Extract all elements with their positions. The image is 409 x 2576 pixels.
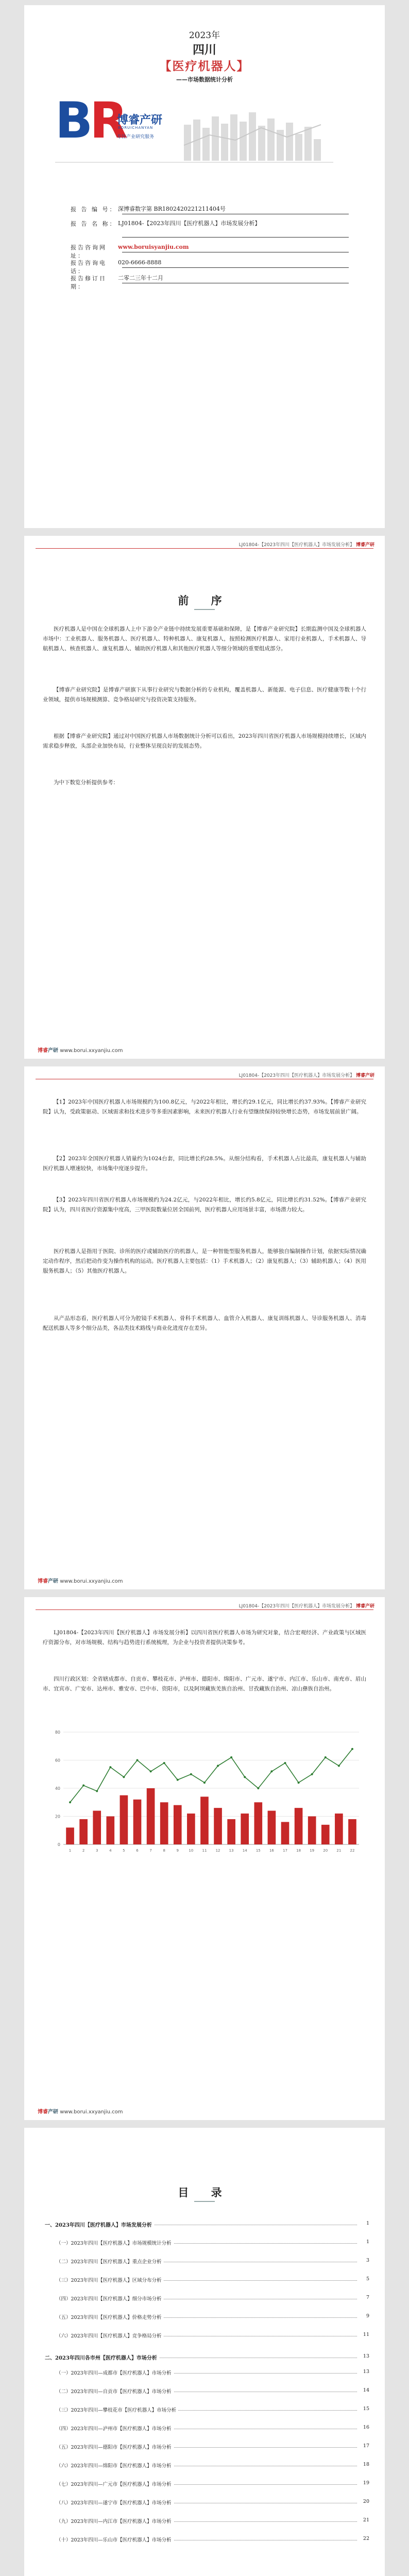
info-label: 报告咨询电话：	[71, 260, 107, 275]
page-footer	[38, 1577, 123, 1584]
toc-entry-page: 20	[363, 2499, 369, 2504]
footer-prefix: 博睿	[38, 1048, 48, 1054]
footer-brand: 产研	[48, 1048, 58, 1054]
toc-entry[interactable]	[45, 2443, 369, 2450]
chart-x-tick-label: 15	[255, 1849, 261, 1853]
chart-line-point	[69, 1801, 71, 1803]
preface-page	[24, 536, 385, 1059]
chart-line-point	[163, 1762, 165, 1764]
chart-line-point	[217, 1765, 219, 1767]
chart-x-tick-label: 5	[123, 1849, 125, 1853]
chart-x-tick-label: 18	[296, 1849, 301, 1853]
chart-x-tick-label: 8	[163, 1849, 165, 1853]
chart-line-point	[244, 1776, 246, 1778]
chart-x-tick-label: 4	[109, 1849, 112, 1853]
chart-bar	[295, 1808, 303, 1844]
toc-entry[interactable]	[45, 2295, 369, 2302]
analysis-paragraph: 【3】2023年四川省医疗机器人市场规模约为24.2亿元，与2022年相比，增长约5.8亿元，同比增长约31.52%。【博睿产业研究院】认为，四川省医疗资源集中度高，三甲医院数量位居全国前列，医疗机器人应用场景丰富，市场潜力较大。	[43, 1197, 366, 1213]
toc-entry[interactable]	[45, 2387, 369, 2395]
footer-prefix: 博睿	[38, 1579, 48, 1584]
footer-url[interactable]: www.borui.xxyanjiu.com	[60, 1579, 123, 1584]
info-label: 报告咨询网址：	[71, 244, 107, 259]
footer-brand: 产研	[48, 1579, 58, 1584]
chart-line-point	[190, 1773, 192, 1775]
chart-bar	[133, 1800, 142, 1844]
chart-line-point	[298, 1782, 300, 1784]
chart-line-point	[325, 1756, 327, 1758]
chart-line-point	[123, 1776, 125, 1778]
toc-entry[interactable]	[45, 2517, 369, 2524]
chart-line-point	[96, 1790, 98, 1792]
region-page	[24, 1597, 385, 2120]
toc-entry-page: 21	[363, 2517, 369, 2523]
chart-x-tick-label: 1	[69, 1849, 72, 1853]
page-header	[239, 1602, 374, 1609]
analysis-paragraph: 从产品形态看，医疗机器人可分为腔镜手术机器人、骨科手术机器人、血管介入机器人、康复训练机器人、导诊服务机器人、消毒配送机器人等多个细分品类，各品类技术路线与商业化进度存在差异。	[43, 1315, 366, 1331]
toc-entry-title: （三）2023年四川—攀枝花市【医疗机器人】市场分析	[56, 2406, 178, 2413]
info-value: 深博睿数字第 BR1802420221211404号	[118, 206, 226, 212]
toc-entry-page: 1	[366, 2239, 369, 2245]
chart-x-tick-label: 11	[202, 1849, 207, 1853]
toc-entry-page: 15	[363, 2406, 369, 2412]
analysis-paragraph: 【1】2023年中国医疗机器人市场规模约为100.8亿元，与2022年相比，增长约29.1亿元，同比增长约37.93%。【博睿产业研究院】认为，受政策驱动、区域需求和技术进步等多重因素影响，未来医疗机器人行业有望继续保持较快增长态势，市场发展前景广阔。	[43, 1099, 366, 1115]
toc-entry[interactable]	[45, 2239, 369, 2246]
info-row-name	[71, 219, 334, 228]
chart-bar	[200, 1797, 209, 1844]
chart-x-tick-label: 6	[136, 1849, 139, 1853]
header-code: LJ01804-【2023年四川【医疗机器人】市场发展分析】	[238, 543, 355, 548]
header-code: LJ01804-【2023年四川【医疗机器人】市场发展分析】	[238, 1073, 355, 1078]
toc-entry[interactable]	[45, 2332, 369, 2339]
toc-entry-page: 13	[363, 2369, 369, 2375]
toc-entry[interactable]	[45, 2276, 369, 2283]
chart-bar	[66, 1827, 74, 1844]
footer-prefix: 博睿	[38, 2109, 48, 2115]
chart-x-tick-label: 16	[269, 1849, 274, 1853]
info-value: LJ01804-【2023年四川【医疗机器人】市场发展分析】	[118, 220, 261, 227]
chart-bar	[321, 1825, 330, 1844]
info-label: 报 告 编 号：	[71, 206, 117, 213]
toc-entry-title: （二）2023年四川【医疗机器人】重点企业分析	[56, 2258, 164, 2265]
preface-paragraph: 根据【博睿产业研究院】通过对中国医疗机器人市场数据统计分析可以看出，2023年四川省医疗机器人市场规模持续增长，区域内需求稳步释放，头部企业加快布局，行业整体呈现良好的发展态势。	[43, 733, 366, 749]
cover-title: 【医疗机器人】	[159, 59, 250, 73]
heading-underline	[194, 2201, 215, 2202]
toc-entry-title: （一）2023年四川—成都市【医疗机器人】市场分析	[56, 2369, 174, 2376]
logo-letter-r: R	[90, 92, 125, 149]
market-chart	[45, 1726, 364, 1860]
chart-bar	[241, 1814, 249, 1844]
toc-entry-title: （五）2023年四川【医疗机器人】价格走势分析	[56, 2313, 164, 2320]
preface-paragraph: 医疗机器人是中国在全球机器人上中下游全产业链中持续发展重要基础和保障，是【博睿产业研究院】长期监测中国及全球机器人市场中：工业机器人、服务机器人、医疗机器人、特种机器人、康复机器人，按照检测医疗机器人、家用行业机器人，手术机器人、导航机器人、核查机器人、康复机器人、辅助医疗机器人和其他医疗机器人等细分领域的重要组成部分。	[43, 626, 366, 652]
chart-bar	[348, 1819, 356, 1844]
cover-page	[24, 5, 385, 528]
footer-url[interactable]: www.borui.xxyanjiu.com	[60, 2109, 123, 2115]
toc-entry-page: 17	[363, 2443, 369, 2449]
cover-province: 四川	[193, 43, 216, 57]
chart-bar	[174, 1805, 182, 1844]
brand-logo	[55, 94, 333, 171]
chart-line-point	[338, 1765, 340, 1767]
chart-line-point	[311, 1773, 313, 1775]
analysis-paragraph: 【2】2023年全国医疗机器人销量约为1024台套，同比增长约28.5%。从细分结构看，手术机器人占比最高，康复机器人与辅助医疗机器人增速较快，市场集中度逐步提升。	[43, 1156, 366, 1172]
preface-paragraph: 【博睿产业研究院】是博睿产研旗下从事行业研究与数据分析的专业机构，覆盖机器人、新能源、电子信息、医疗健康等数十个行业领域，提供市场规模测算、竞争格局研究与投资决策支持服务。	[43, 687, 366, 703]
chart-bar	[268, 1811, 276, 1844]
toc-entry-title: 一、2023年四川【医疗机器人】市场发展分析	[45, 2221, 154, 2228]
chart-line	[70, 1749, 352, 1803]
chart-x-tick-label: 13	[229, 1849, 234, 1853]
region-paragraph: 四川行政区划：全省辖成都市、自贡市、攀枝花市、泸州市、德阳市、绵阳市、广元市、遂宁市、内江市、乐山市、南充市、眉山市、宜宾市、广安市、达州市、雅安市、巴中市、资阳市，以及阿坝藏族羌族自治州、甘孜藏族自治州、凉山彝族自治州。	[43, 1676, 366, 1692]
cover-year: 2023年	[189, 30, 220, 41]
toc-entry-page: 14	[363, 2387, 369, 2393]
chart-line-point	[230, 1756, 232, 1758]
info-row-date	[71, 274, 334, 291]
toc-entry-page: 18	[363, 2462, 369, 2467]
preface-heading: 前 序	[178, 594, 231, 607]
cover-subtitle: ——市场数据统计分析	[176, 76, 233, 83]
chart-line-point	[177, 1779, 179, 1781]
footer-url[interactable]: www.borui.xxyanjiu.com	[60, 1048, 123, 1054]
page-header	[239, 1072, 374, 1078]
toc-entry-title: （七）2023年四川—广元市【医疗机器人】市场分析	[56, 2480, 174, 2487]
header-brand: 博睿产研	[355, 1604, 374, 1609]
toc-entry-page: 1	[366, 2221, 369, 2226]
chart-bar	[214, 1808, 222, 1844]
info-row-url	[71, 243, 334, 260]
heading-underline	[194, 609, 215, 610]
logo-name-en: BORUICHANYAN	[118, 126, 154, 130]
divider	[122, 237, 349, 238]
logo-letter-b: B	[55, 92, 90, 149]
toc-entry[interactable]	[45, 2353, 369, 2361]
header-brand: 博睿产研	[355, 1073, 374, 1078]
toc-entry-title: （八）2023年四川—遂宁市【医疗机器人】市场分析	[56, 2499, 174, 2506]
page-footer	[38, 1046, 123, 1054]
toc-entry[interactable]	[45, 2258, 369, 2265]
chart-x-tick-label: 3	[95, 1849, 98, 1853]
chart-y-tick-label: 0	[57, 1842, 60, 1847]
chart-x-tick-label: 22	[350, 1849, 355, 1853]
chart-x-tick-label: 9	[176, 1849, 179, 1853]
toc-entry-title: （一）2023年四川【医疗机器人】市场规模统计分析	[56, 2239, 174, 2246]
divider	[122, 267, 349, 268]
info-label: 报 告 名 称：	[71, 221, 117, 227]
toc-entry-page: 22	[363, 2536, 369, 2541]
toc-entry-title: （十）2023年四川—乐山市【医疗机器人】市场分析	[56, 2536, 174, 2543]
chart-bar	[335, 1814, 343, 1844]
toc-entry-title: 二、2023年四川各市州【医疗机器人】市场分析	[45, 2353, 159, 2361]
chart-line-point	[203, 1782, 206, 1784]
chart-bar	[187, 1814, 195, 1844]
toc-entry-title: （四）2023年四川【医疗机器人】细分市场分析	[56, 2295, 164, 2302]
header-brand: 博睿产研	[355, 543, 374, 548]
analysis-paragraph: 医疗机器人是指用于医院、诊所的医疗或辅助医疗的机器人，是一种智能型服务机器人，能够独自编制操作计划，依据实际情况确定动作程序，然后把动作变为操作机构的运动。医疗机器人主要包括：（1）手术机器人；（2）康复机器人；（3）辅助机器人；（4）医用服务机器人；（5）其他医疗机器人。	[43, 1248, 366, 1274]
chart-bar	[308, 1817, 316, 1845]
toc-entry-page: 16	[363, 2425, 369, 2430]
chart-line-point	[351, 1748, 353, 1750]
page-header	[239, 541, 374, 548]
toc-entry[interactable]	[45, 2480, 369, 2487]
analysis-page	[24, 1066, 385, 1589]
chart-y-tick-label: 60	[55, 1758, 60, 1763]
chart-x-tick-label: 14	[242, 1849, 247, 1853]
info-row-code	[71, 205, 334, 213]
logo-mark	[55, 94, 125, 147]
toc-entry[interactable]	[45, 2221, 369, 2228]
toc-entry-page: 7	[366, 2295, 369, 2300]
toc-entry-page: 11	[363, 2332, 369, 2337]
chart-y-tick-label: 80	[55, 1730, 60, 1735]
toc-entry-title: （四）2023年四川—泸州市【医疗机器人】市场分析	[56, 2425, 174, 2432]
chart-x-tick-label: 12	[215, 1849, 220, 1853]
chart-bar	[160, 1802, 168, 1844]
header-rule	[36, 1609, 373, 1610]
chart-line-point	[137, 1759, 139, 1761]
toc-entry-title: （二）2023年四川—自贡市【医疗机器人】市场分析	[56, 2387, 174, 2395]
toc-entry-title: （六）2023年四川【医疗机器人】竞争格局分析	[56, 2332, 164, 2339]
info-value: 020-6666-8888	[118, 259, 162, 266]
toc-entry-title: （三）2023年四川【医疗机器人】区域分布分析	[56, 2276, 164, 2283]
logo-tagline: 专注产业研究服务	[117, 134, 155, 140]
chart-x-tick-label: 21	[336, 1849, 342, 1853]
chart-line-point	[270, 1770, 272, 1772]
chart-y-tick-label: 40	[55, 1786, 60, 1791]
chart-line-point	[150, 1770, 152, 1772]
chart-bar	[147, 1788, 155, 1844]
chart-bar	[254, 1802, 262, 1844]
toc-heading: 目 录	[178, 2186, 231, 2199]
chart-bar	[79, 1819, 88, 1844]
footer-brand: 产研	[48, 2109, 58, 2115]
toc-entry-title: （五）2023年四川—德阳市【医疗机器人】市场分析	[56, 2443, 174, 2450]
toc-entry[interactable]	[45, 2369, 369, 2376]
chart-bar	[120, 1795, 128, 1844]
toc-entry-page: 5	[366, 2276, 369, 2282]
toc-entry-page: 9	[366, 2313, 369, 2319]
header-code: LJ01804-【2023年四川【医疗机器人】市场发展分析】	[238, 1604, 355, 1609]
chart-y-tick-label: 20	[55, 1814, 60, 1819]
toc-entry[interactable]	[45, 2425, 369, 2432]
chart-bar	[106, 1817, 114, 1845]
info-value: 二零二三年十二月	[118, 275, 163, 281]
chart-x-tick-label: 2	[82, 1849, 85, 1853]
info-row-phone	[71, 259, 334, 275]
info-label: 报告修订日期：	[71, 275, 107, 290]
chart-x-tick-label: 17	[283, 1849, 287, 1853]
region-paragraph: LJ01804-【2023年四川【医疗机器人】市场发展分析】以四川省医疗机器人市场为研究对象，结合宏观经济、产业政策与区域医疗资源分布，对市场规模、结构与趋势进行系统梳理，为企业与投资者提供决策参考。	[43, 1630, 366, 1646]
chart-x-tick-label: 10	[189, 1849, 194, 1853]
preface-paragraph: 为中下数览分析提供参考：	[54, 779, 118, 786]
chart-x-tick-label: 7	[149, 1849, 152, 1853]
chart-bar	[281, 1822, 289, 1844]
toc-entry[interactable]	[45, 2313, 369, 2320]
chart-bar	[227, 1819, 235, 1844]
logo-name: 博睿产研	[117, 114, 163, 127]
toc-entry[interactable]	[45, 2499, 369, 2506]
chart-line-point	[284, 1762, 286, 1764]
chart-line-point	[82, 1785, 84, 1787]
chart-x-tick-label: 19	[310, 1849, 315, 1853]
toc-entry-title: （九）2023年四川—内江市【医疗机器人】市场分析	[56, 2517, 174, 2524]
toc-entry[interactable]	[45, 2536, 369, 2543]
toc-entry[interactable]	[45, 2406, 369, 2413]
chart-bar	[93, 1811, 101, 1844]
toc-entry[interactable]	[45, 2462, 369, 2469]
header-rule	[36, 548, 373, 549]
toc-entry-page: 3	[366, 2258, 369, 2263]
toc-entry-title: （六）2023年四川—绵阳市【医疗机器人】市场分析	[56, 2462, 174, 2469]
chart-x-tick-label: 20	[323, 1849, 328, 1853]
toc-entry-page: 13	[363, 2353, 369, 2359]
toc-entry-page: 19	[363, 2480, 369, 2486]
page-footer	[38, 2107, 123, 2115]
toc-page-1	[24, 2128, 385, 2576]
chart-line-point	[109, 1766, 111, 1768]
report-url-link[interactable]: www.boruisyanjiu.com	[118, 244, 189, 250]
chart-line-point	[257, 1787, 259, 1789]
